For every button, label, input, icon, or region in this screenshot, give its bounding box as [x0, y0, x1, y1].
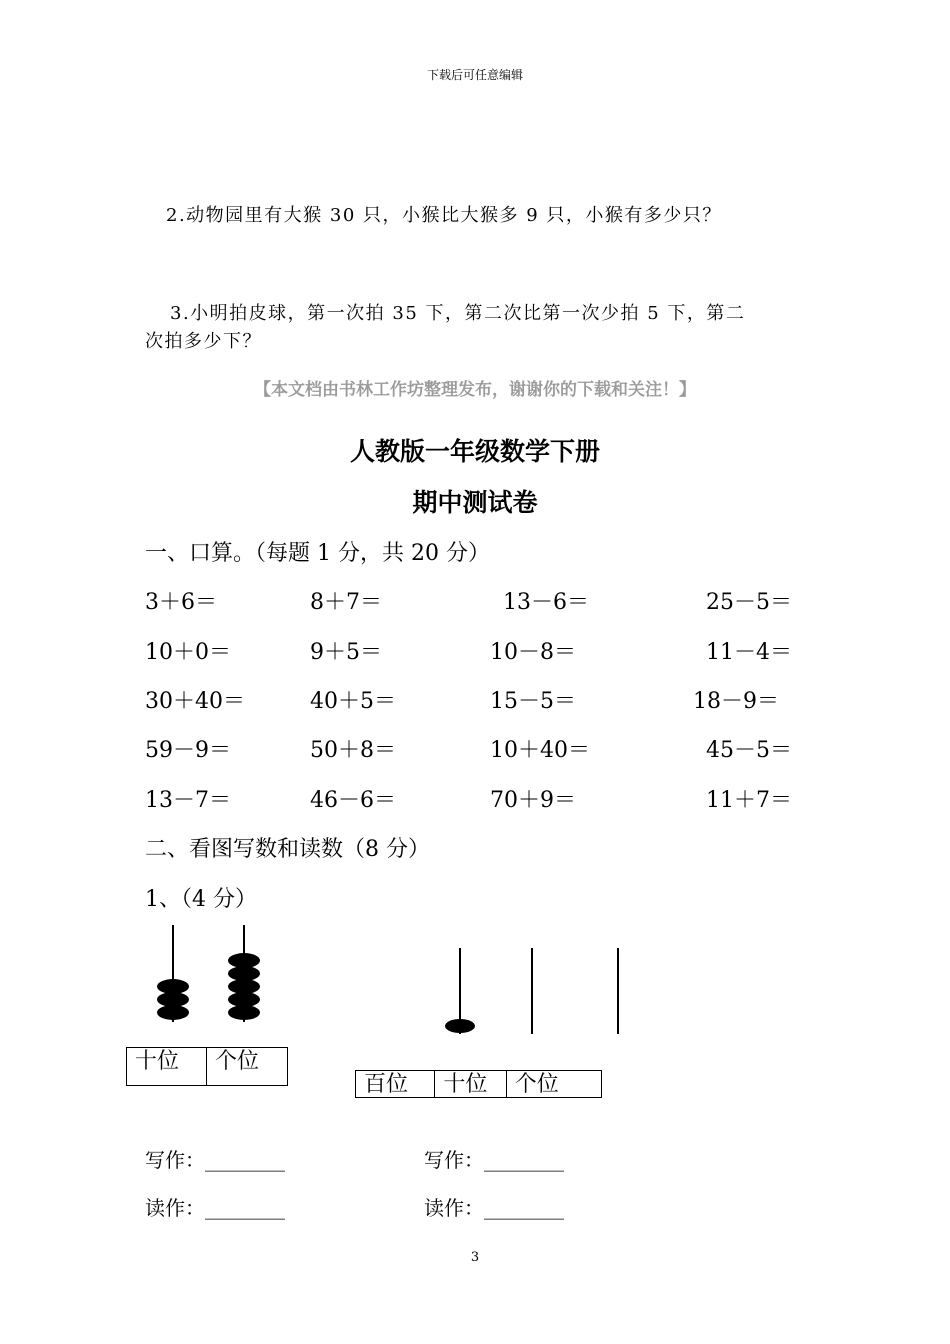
abacus-1-place-table	[126, 1047, 288, 1086]
calc-item: 40＋5＝	[310, 689, 396, 714]
calc-item: 10－8＝	[490, 640, 576, 665]
place-label-ones: 个位	[514, 1072, 559, 1097]
question-3-line-2: 次拍多少下？	[145, 331, 262, 352]
calc-item: 45－5＝	[706, 738, 792, 763]
abacus-bead	[445, 1019, 475, 1033]
question-2: 2.动物园里有大猴 30 只，小猴比大猴多 9 只，小猴有多少只？	[166, 205, 722, 226]
page-number: 3	[470, 1250, 480, 1265]
calc-item: 25－5＝	[706, 590, 792, 615]
abacus-bead	[228, 979, 260, 994]
abacus-2-place-table	[355, 1070, 602, 1098]
calc-item: 13－7＝	[145, 788, 231, 813]
document-subtitle: 期中测试卷	[412, 488, 538, 517]
question-3-line-1: 3.小明拍皮球，第一次拍 35 下，第二次比第一次少拍 5 下，第二	[170, 303, 746, 324]
section-2-heading: 二、看图写数和读数（8 分）	[145, 837, 430, 862]
calc-item: 10＋40＝	[490, 738, 590, 763]
calc-item: 11＋7＝	[706, 788, 792, 813]
calc-item: 3＋6＝	[145, 590, 217, 615]
document-title: 人教版一年级数学下册	[349, 437, 600, 466]
subquestion-1-heading: 1、（4 分）	[145, 887, 257, 912]
calc-item: 9＋5＝	[310, 640, 382, 665]
write-answer-2[interactable]: 写作：________	[424, 1148, 564, 1172]
read-answer-1[interactable]: 读作：________	[145, 1196, 285, 1220]
calc-item: 18－9＝	[693, 689, 779, 714]
abacus-bead	[157, 992, 189, 1007]
abacus-rod-ones	[617, 948, 619, 1034]
abacus-bead	[228, 992, 260, 1007]
watermark-notice: 【本文档由书林工作坊整理发布，谢谢你的下载和关注！】	[254, 380, 696, 400]
place-label-hundreds: 百位	[356, 1071, 435, 1097]
calc-item: 50＋8＝	[310, 738, 396, 763]
abacus-bead	[228, 1005, 260, 1020]
calc-item: 8＋7＝	[310, 590, 382, 615]
abacus-rod-tens	[531, 948, 533, 1034]
calc-item: 13－6＝	[503, 590, 589, 615]
calc-item: 46－6＝	[310, 788, 396, 813]
calc-item: 15－5＝	[490, 689, 576, 714]
abacus-bead	[228, 953, 260, 968]
page-header: 下载后可任意编辑	[426, 68, 523, 82]
place-label-tens: 十位	[127, 1048, 207, 1085]
calc-item: 59－9＝	[145, 738, 231, 763]
write-answer-1[interactable]: 写作：________	[145, 1148, 285, 1172]
read-answer-2[interactable]: 读作：________	[424, 1196, 564, 1220]
calc-item: 30＋40＝	[145, 689, 245, 714]
calc-item: 11－4＝	[706, 640, 792, 665]
place-label-ones: 个位	[215, 1049, 260, 1074]
section-1-heading: 一、口算。（每题 1 分，共 20 分）	[145, 541, 490, 566]
calc-item: 70＋9＝	[490, 788, 576, 813]
calc-item: 10＋0＝	[145, 640, 231, 665]
abacus-bead	[157, 1005, 189, 1020]
abacus-bead	[157, 979, 189, 994]
place-label-tens: 十位	[435, 1071, 506, 1097]
abacus-bead	[228, 966, 260, 981]
